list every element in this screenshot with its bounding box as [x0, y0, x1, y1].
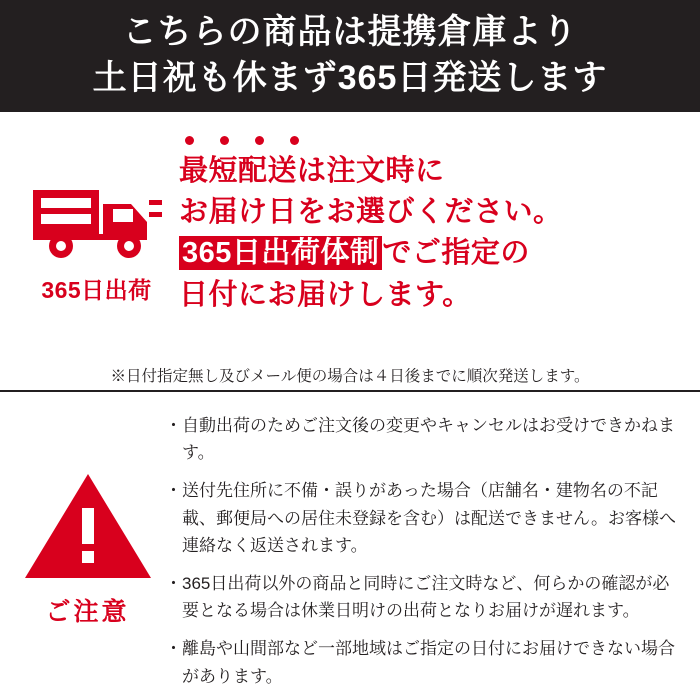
- caution-list: [165, 408, 686, 698]
- caution-item-text: 自動出荷のためご注文後の変更やキャンセルはお受けできかねます。: [182, 416, 675, 463]
- bullet-icon: ・: [165, 481, 182, 501]
- bullet-icon: ・: [165, 573, 182, 593]
- banner-header: [0, 0, 700, 112]
- decorative-dots: [179, 136, 686, 145]
- dot-2: [220, 136, 229, 145]
- truck-badge: [14, 122, 179, 390]
- caution-section: [0, 392, 700, 698]
- delivery-section: [0, 112, 700, 392]
- delivery-line-1: 最短配送は注文時に: [179, 155, 445, 187]
- caution-item-text: 送付先住所に不備・誤りがあった場合（店舗名・建物名の不記載、郵便局への居住未登録を含む）は配送できません。お客様へ連絡なく返送されます。: [182, 481, 677, 555]
- header-line-2: 土日祝も休まず365日発送します: [92, 59, 608, 97]
- warning-triangle-icon: [22, 468, 154, 584]
- delivery-line-4: 日付にお届けします。: [179, 278, 472, 311]
- dot-1: [185, 136, 194, 145]
- list-item: [165, 412, 686, 466]
- delivery-highlight: 365日出荷体制: [179, 236, 382, 270]
- dot-4: [290, 136, 299, 145]
- list-item: [165, 635, 686, 689]
- bullet-icon: ・: [165, 639, 182, 659]
- bullet-icon: ・: [165, 416, 182, 435]
- delivery-note: ※日付指定無し及びメール便の場合は４日後までに順次発送します。: [110, 368, 590, 385]
- delivery-line-2: お届け日をお選びください。: [179, 196, 563, 229]
- caution-badge: [10, 408, 165, 698]
- list-item: [165, 477, 686, 559]
- caution-item-text: 365日出荷以外の商品と同時にご注文時など、何らかの確認が必要となる場合は休業日明けの出荷となりお届けが遅れます。: [182, 573, 670, 621]
- caution-label: ご注意: [45, 598, 130, 626]
- truck-label: 365日出荷: [41, 277, 152, 303]
- dot-3: [255, 136, 264, 145]
- truck-icon: [31, 178, 163, 264]
- list-item: [165, 570, 686, 624]
- delivery-line-3-rest: でご指定の: [382, 237, 530, 270]
- header-line-1: こちらの商品は提携倉庫より: [122, 13, 578, 52]
- caution-item-text: 離島や山間部など一部地域はご指定の日付にお届けできない場合があります。: [182, 639, 675, 686]
- delivery-line-3: [179, 233, 686, 274]
- delivery-text-block: [179, 122, 686, 390]
- delivery-note-wrap: [0, 352, 700, 386]
